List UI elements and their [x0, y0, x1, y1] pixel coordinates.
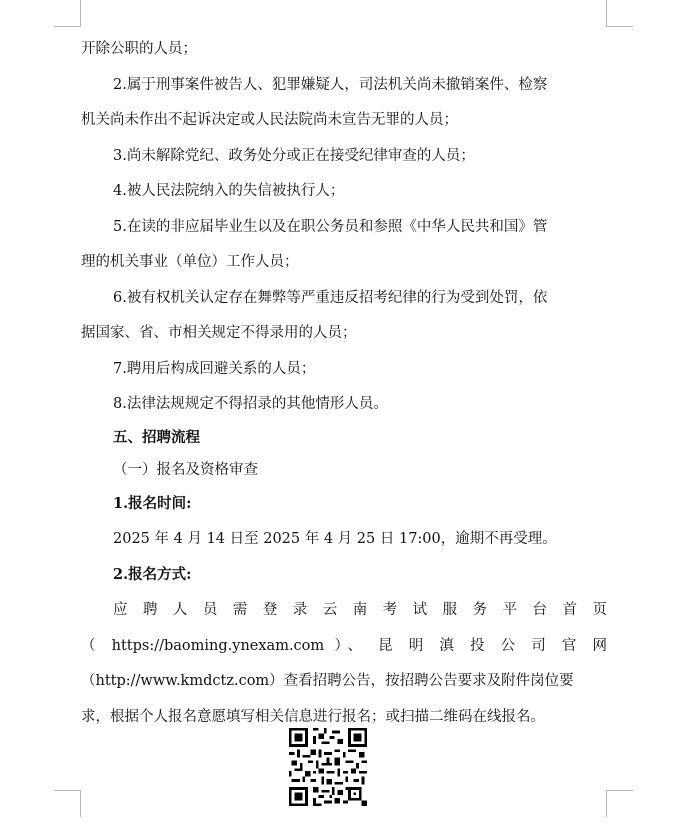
text-line-11: 8.法律法规规定不得招录的其他情形人员。: [113, 396, 388, 412]
crop-mark-bottom-right: [606, 790, 633, 817]
text-line-5: 4.被人民法院纳入的失信被执行人；: [113, 183, 345, 199]
text-line-20: 求，根据个人报名意愿填写相关信息进行报名；或扫描二维码在线报名。: [81, 709, 545, 725]
text-line-19: （http://www.kmdctz.com）查看招聘公告，按招聘公告要求及附件岗位要: [81, 673, 574, 689]
registration-method-heading: 2.报名方式:: [113, 566, 192, 583]
crop-mark-top-left: [54, 0, 81, 27]
text-line-7: 理的机关事业（单位）工作人员；: [81, 254, 299, 270]
section-heading: 五、招聘流程: [113, 429, 200, 446]
qr-code-image: [289, 728, 367, 806]
crop-mark-bottom-left: [54, 790, 81, 817]
text-line-4: 3.尚未解除党纪、政务处分或正在接受纪律审查的人员；: [113, 148, 475, 164]
registration-time-text: 2025 年 4 月 14 日至 2025 年 4 月 25 日 17:00，逾期不再受理。: [113, 531, 557, 547]
text-line-9: 据国家、省、市相关规定不得录用的人员；: [81, 325, 357, 341]
crop-mark-top-right: [606, 0, 633, 27]
text-line-10: 7.聘用后构成回避关系的人员；: [113, 361, 316, 377]
text-line-2: 2.属于刑事案件被告人、犯罪嫌疑人，司法机关尚未撤销案件、检察: [113, 77, 548, 93]
text-line-17: 应聘人员需登录云南考试服务平台首页: [113, 602, 607, 618]
text-line-3: 机关尚未作出不起诉决定或人民法院尚未宣告无罪的人员；: [81, 112, 458, 128]
subsection-heading: （一）报名及资格审查: [113, 462, 258, 478]
text-line-8: 6.被有权机关认定存在舞弊等严重违反招考纪律的行为受到处罚，依: [113, 290, 548, 306]
text-line-1: 开除公职的人员；: [81, 41, 197, 57]
registration-time-heading: 1.报名时间:: [113, 495, 192, 512]
text-line-18: （ https://baoming.ynexam.com ）、 昆 明 滇 投 公 司 官 网: [81, 638, 607, 654]
text-line-6: 5.在读的非应届毕业生以及在职公务员和参照《中华人民共和国》管: [113, 219, 548, 235]
